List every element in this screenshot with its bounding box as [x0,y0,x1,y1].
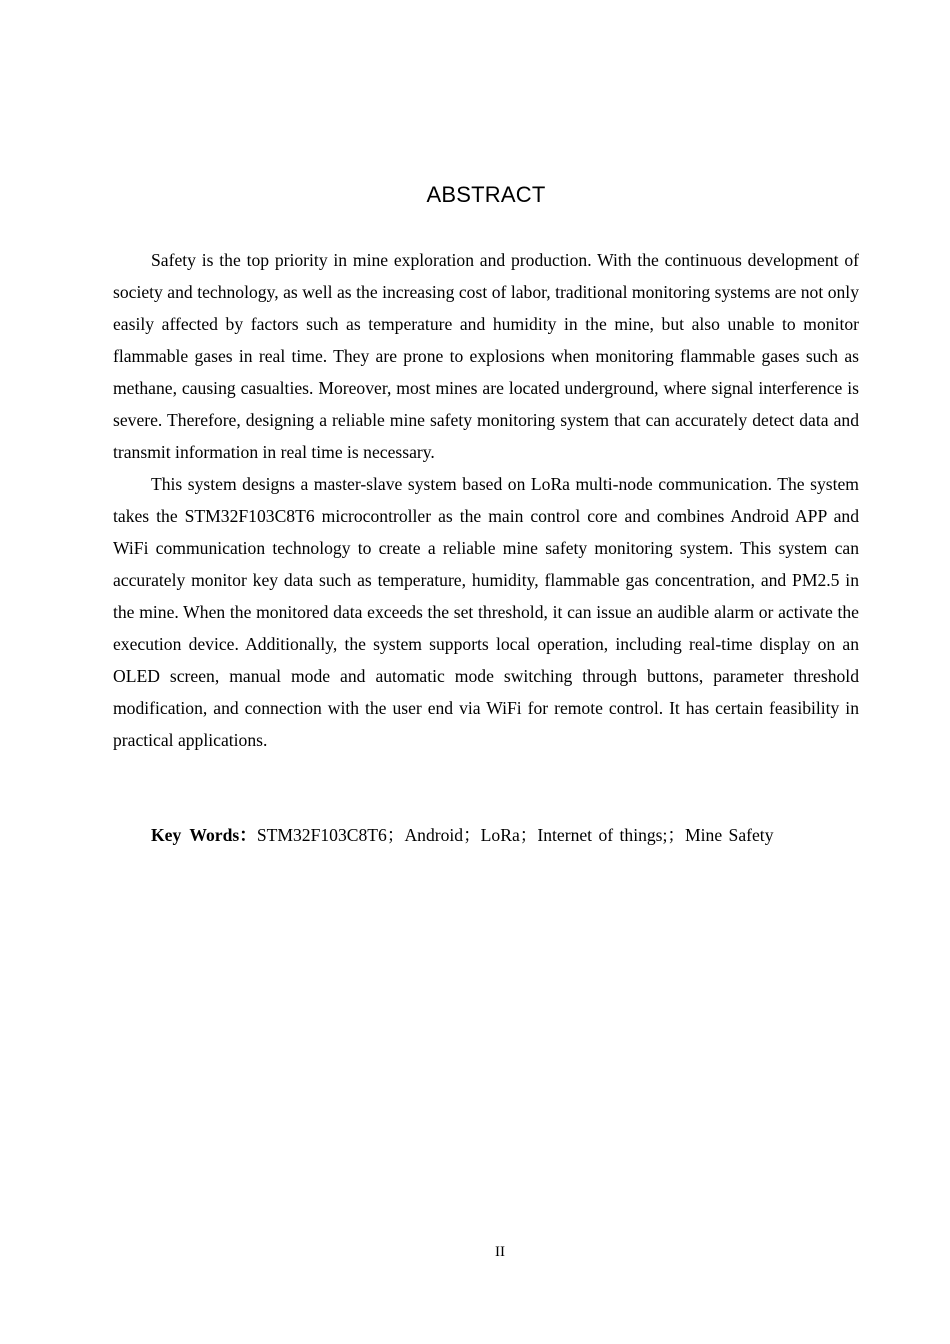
abstract-paragraph-2: This system designs a master-slave system based on LoRa multi-node communication. The system takes the STM32F103C8T6 microcontroller as the main control core and combines Android APP and WiFi communication technology to create a reliable mine safety monitoring system. This system can accurately monitor key data such as temperature, humidity, flammable gas concentration, and PM2.5 in the mine. When the monitored data exceeds the set threshold, it can issue an audible alarm or activate the execution device. Additionally, the system supports local operation, including real-time display on an OLED screen, manual mode and automatic mode switching through buttons, parameter threshold modification, and connection with the user end via WiFi for remote control. It has certain feasibility in practical applications. [113,474,859,750]
abstract-paragraph-1: Safety is the top priority in mine exploration and production. With the continuous development of society and technology, as well as the increasing cost of labor, traditional monitoring systems are not only easily affected by factors such as temperature and humidity in the mine, but also unable to monitor flammable gases in real time. They are prone to explosions when monitoring flammable gases such as methane, causing casualties. Moreover, most mines are located underground, where signal interference is severe. Therefore, designing a reliable mine safety monitoring system that can accurately detect data and transmit information in real time is necessary. [113,250,859,462]
abstract-body [113,244,859,756]
keywords-value: STM32F103C8T6；Android；LoRa；Internet of things;；Mine Safety [256,825,774,845]
page-number: II [495,1244,505,1260]
keywords-line [151,819,871,851]
keywords-label: Key Words： [151,825,257,845]
abstract-title: ABSTRACT [426,182,546,207]
